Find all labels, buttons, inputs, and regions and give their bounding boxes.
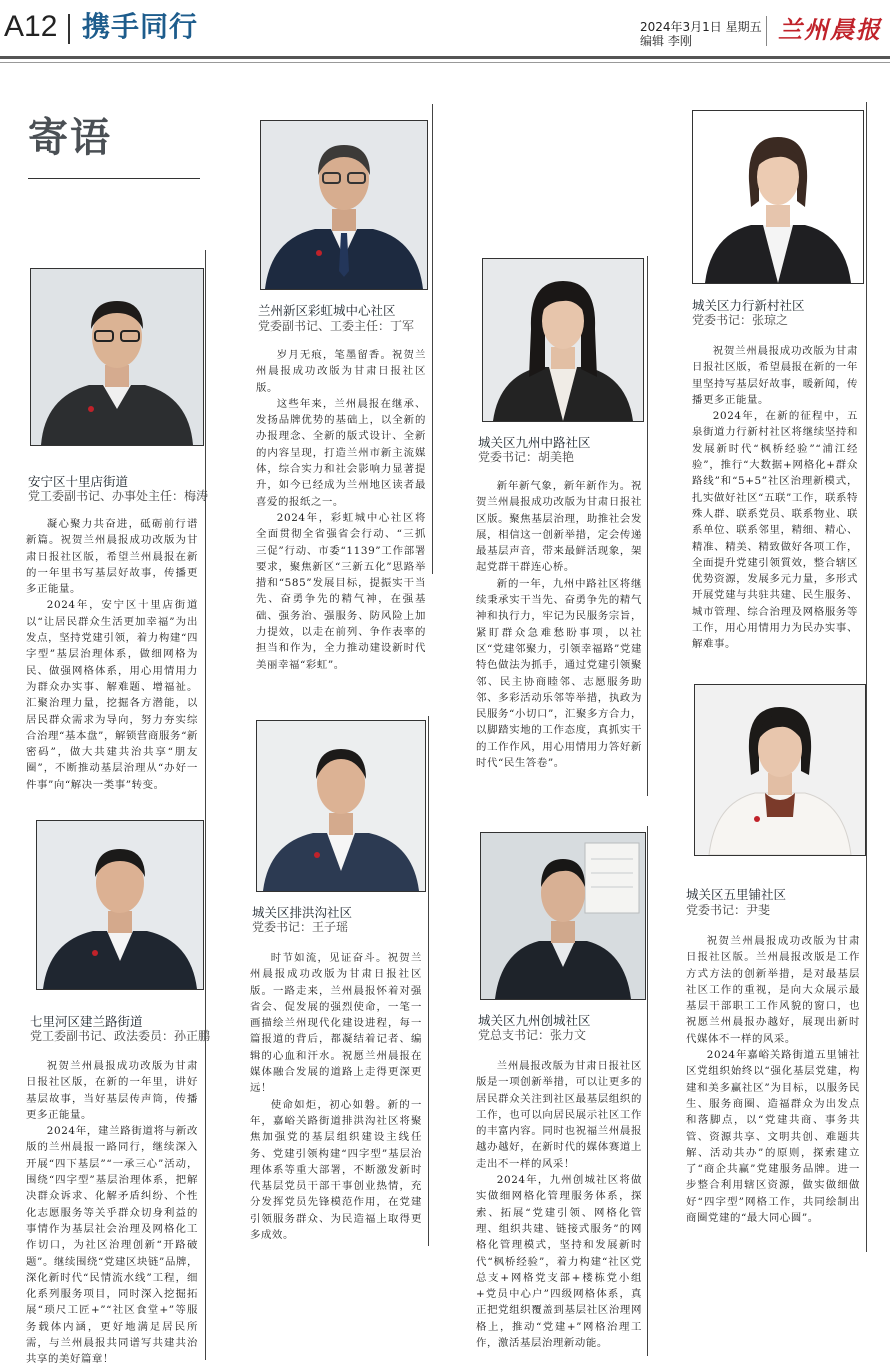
article-paragraph: 2024年，建兰路街道将与新改版的兰州晨报一路同行，继续深入开展“四下基层”“一承三心”活动，围绕“四字型”基层治理体系，把解决群众诉求、化解矛盾纠纷、个性化志愿服务等关乎群众切身利益的事情作为基层社会治理及网格化工作切口，为社区治理创新“开路破题”。继续围绕“党建区块链”品牌，深化新时代“民情流水线”工程，细化系列服务项目，同时深入挖掘拓展“琐尺工匠+”“社区食堂+”等服务载体内涵，更好地满足居民所需，与兰州晨报共同谱写共建共治共享的美好篇章！: [26, 1125, 198, 1366]
page-title: 寄语: [28, 114, 112, 161]
article-paragraph: 使命如炬，初心如磐。新的一年，嘉峪关路街道排洪沟社区将聚焦加强党的基层组织建设主线任务、党建引领构建“四字型”基层治理体系等重大部署，不断激发新时代基层党员干部干事创业热情，充分发挥党员先锋模范作用，在党建引领服务群众、为民造福上取得更多成效。: [250, 1098, 422, 1242]
section-title: 携手同行: [82, 10, 199, 43]
column-divider: [866, 682, 867, 1252]
article-author: 党委书记：张琼之: [692, 313, 789, 327]
article-paragraph: 2024年嘉峪关路街道五里铺社区党组织始终以“强化基层党建，构建和美多赢社区”为目标，以服务民生、服务商圈、造福群众为出发点和落脚点，以“党建共商、事务共管、资源共享、文明共创、难题共解、活动共办”的原则，探索建立了“商企共赢”党建服务品牌。进一步整合利用辖区资源，做实做细做好“四字型”网格工作，共同绘制出商圈党建的“最大同心圆”。: [686, 1049, 860, 1225]
column-divider: [432, 104, 433, 574]
editor-credit: 编辑 李刚: [640, 34, 692, 48]
article-place: 兰州新区彩虹城中心社区: [258, 303, 396, 318]
article-body: [476, 478, 642, 771]
article-paragraph: 2024年，在新的征程中，五泉街道力行新村社区将继续坚持和发展新时代“枫桥经验”“浦江经验”，推行“大数据+网格化+群众路线”和“5+5”社区治理新模式，扎实做好社区“五联”工作，联系特殊人群、联系党员、联系物业、联系单位、联系邻里，精细、精心、精准、精美、精致做好各项工作，全面提升党建引领質效，整合辖区优势资源，发展多元力量，多形式开展党建与共驻共建、民生服务、城市管理、综合治理及网格服务等工作，用心用情用力为民办实事、解难事。: [692, 410, 858, 651]
column-divider: [647, 256, 648, 796]
article-body: [250, 950, 422, 1243]
article-body: [26, 1058, 198, 1368]
portrait-photo: [260, 120, 428, 290]
column-divider: [647, 826, 648, 1356]
column-divider: [205, 250, 206, 1360]
article-paragraph: 新年新气象，新年新作为。祝贺兰州晨报成功改版为甘肃日报社区版。聚焦基层治理，助推社会发展，相信这一创新举措，定会传递最基层声音，带来最鲜活现象，架起党群干群连心桥。: [476, 480, 642, 574]
article-place: 七里河区建兰路街道: [30, 1014, 143, 1029]
masthead-divider: [68, 14, 70, 44]
page-number: A12: [4, 10, 58, 43]
article-body: [692, 343, 858, 653]
portrait-photo: [694, 684, 866, 856]
article-paragraph: 凝心聚力共奋进，砥砺前行谱新篇。祝贺兰州晨报成功改版为甘肃日报社区版，希望兰州晨报在新的一年里书写基层好故事，传播更多正能量。: [26, 518, 198, 596]
article-paragraph: 2024年，彩虹城中心社区将全面贯彻全省强省会行动、“三抓三促”行动、市委“1139”工作部署要求，聚焦新区“三新五化”思路举措和“585”发展目标，提振实干当先、奋勇争先的精气神，在强基础、强务治、强服务、防风险上加力提效，以走在前列、争作表率的担当和作为，全力推动建设新时代美丽幸福“彩虹”。: [256, 511, 426, 671]
article-paragraph: 祝贺兰州晨报成功改版为甘肃日报社区版。兰州晨报改版是工作方式方法的创新举措，是对最基层社区工作的重视，是向大众展示最基层干部职工工作风貌的窗口，也祝愿兰州晨报办越好，展现出新时代媒体不一样的风采。: [686, 935, 860, 1045]
portrait-photo: [36, 820, 204, 990]
portrait-photo: [256, 720, 426, 892]
masthead-divider: [766, 16, 767, 46]
article-paragraph: 时节如流，见证奋斗。祝贺兰州晨报成功改版为甘肃日报社区版。一路走来，兰州晨报怀着对强省会、促发展的强烈使命，一笔一画描绘兰州现代化建设进程，每一篇报道的背后，都凝结着记者、编辑的心血和汗水。祝愿兰州晨报在媒体融合发展的道路上走得更深更远！: [250, 952, 422, 1095]
article-paragraph: 祝贺兰州晨报成功改版为甘肃日报社区版，希望晨报在新的一年里坚持写基层好故事，暖新闻，传播更多正能量。: [692, 345, 858, 406]
article-place: 城关区排洪沟社区: [252, 905, 353, 920]
article-paragraph: 2024年，安宁区十里店街道以“让居民群众生活更加幸福”为出发点，坚持党建引领，着力构建“四字型”基层治理体系，做细网格为民、做强网格体系，用心用情用力为群众办实事、解难题、增福祉。汇聚治理力量，挖掘各方潜能，以居民群众需求为导向，努力夯实综合治理“基本盘”，解锁营商服务“新密码”，做大共建共治共享“朋友圈”，不断推动基层治理从“办好一件事”向“解决一类事”转变。: [26, 599, 198, 791]
article-author: 党委书记：王子瑶: [252, 920, 349, 934]
article-author: 党工委副书记、政法委员：孙正鹏: [30, 1029, 211, 1043]
article-paragraph: 新的一年，九州中路社区将继续秉承实干当先、奋勇争先的精气神和执行力，牢记为民服务宗旨，紧盯群众急难愁盼事项，以社区“党建邻聚力，引领幸福路”党建特色做法为抓手，通过党建引领聚邻、民主协商睦邻、志愿服务助邻、多彩活动乐邻等举措，执政为民服务“小切口”，汇聚多方合力，以脚踏实地的工作态度，真抓实干的工作作风，用心用情用力答好新时代“民生答卷”。: [476, 577, 642, 770]
article-place: 城关区五里铺社区: [686, 887, 787, 902]
article-paragraph: 2024年，九州创城社区将做实做细网格化管理服务体系，探索、拓展“党建引领、网格化管理、组织共建、链接式服务”的网格化管理模式，坚持和发展新时代“枫桥经验”，着力构建“社区党总支+网格党支部+楼栋党小组+党员中心户”四级网格体系，真正把党组织覆盖到基层社区治理网格上，推动“党建+”网格治理工作，激活基层治理新动能。: [476, 1174, 642, 1350]
masthead-rule: [0, 56, 890, 59]
column-divider: [866, 102, 867, 682]
article-place: 安宁区十里店街道: [28, 474, 129, 489]
masthead-rule-thin: [0, 62, 890, 63]
article-author: 党委副书记、工委主任：丁军: [258, 319, 415, 333]
article-author: 党委书记：尹斐: [686, 903, 771, 917]
article-place: 城关区九州创城社区: [478, 1013, 591, 1028]
article-body: [26, 516, 198, 793]
column-divider: [428, 716, 429, 1246]
article-body: [256, 347, 426, 673]
article-paragraph: 祝贺兰州晨报成功改版为甘肃日报社区版，在新的一年里，讲好基层故事，当好基层传声筒，传播更多正能量。: [26, 1060, 198, 1121]
newspaper-logo: 兰州晨报: [778, 15, 882, 44]
article-body: [686, 933, 860, 1226]
portrait-photo: [480, 832, 646, 1000]
portrait-photo: [482, 258, 644, 422]
article-author: 党工委副书记、办事处主任：梅涛: [28, 489, 209, 503]
article-paragraph: 这些年来，兰州晨报在继承、发扬品牌优势的基础上，以全新的办报理念、全新的版式设计、全新的内容呈现，打造兰州市新主流媒体，综合实力和社会影响力显著提升，如今已经成为兰州地区读者最喜爱的报纸之一。: [256, 397, 426, 508]
article-body: [476, 1058, 642, 1351]
article-paragraph: 岁月无痕，笔墨留香。祝贺兰州晨报成功改版为甘肃日报社区版。: [256, 349, 426, 394]
article-author: 党总支书记：张力文: [478, 1028, 587, 1042]
article-paragraph: 兰州晨报改版为甘肃日报社区版是一项创新举措，可以让更多的居民群众关注到社区最基层组织的工作，也可以向居民展示社区工作的丰富内容。同时也祝福兰州晨报越办越好，在新时代的媒体赛道上走出不一样的风采！: [476, 1060, 642, 1170]
issue-date: 2024年3月1日 星期五: [640, 20, 762, 34]
article-place: 城关区九州中路社区: [478, 435, 591, 450]
title-underline: [28, 178, 200, 179]
article-author: 党委书记：胡美艳: [478, 450, 575, 464]
portrait-photo: [30, 268, 204, 446]
article-place: 城关区力行新村社区: [692, 298, 805, 313]
portrait-photo: [692, 110, 864, 284]
